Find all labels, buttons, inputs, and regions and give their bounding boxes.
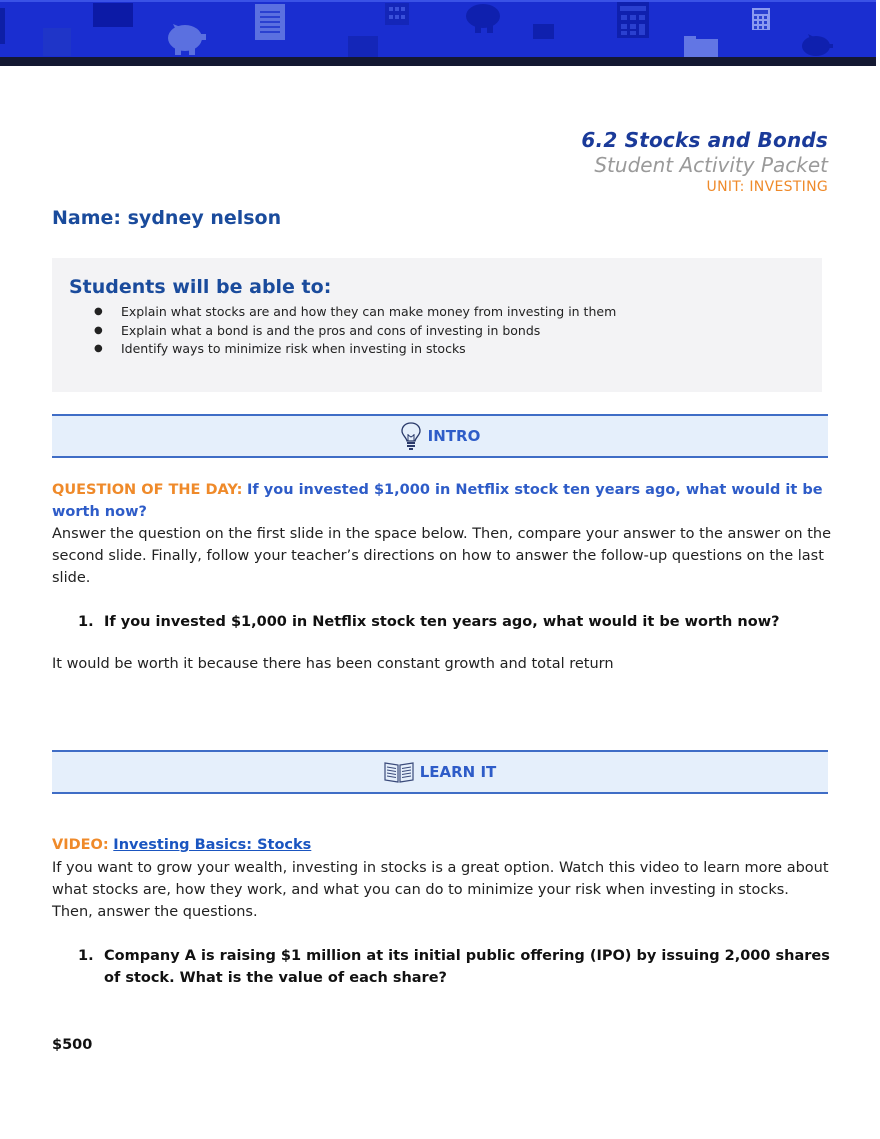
- video-line: [52, 834, 832, 856]
- intro-instructions: Answer the question on the first slide in the space below. Then, compare your answer to the answer on the second slide. Finally, follow your teacher’s directions on how to answer the follow-up questions on the last slide.: [52, 526, 832, 586]
- qotd-label: QUESTION OF THE DAY:: [52, 482, 243, 498]
- question-of-the-day: [52, 479, 832, 523]
- question-number: 1.: [78, 948, 94, 964]
- square-decoration: [0, 8, 5, 44]
- section-header-learn-it: [52, 750, 828, 794]
- intro-question-1: [78, 611, 838, 633]
- folder-icon: [348, 36, 378, 58]
- objective-item: ● Identify ways to minimize risk when investing in stocks: [94, 340, 616, 359]
- document-icon: [255, 4, 285, 40]
- packet-subtitle: Student Activity Packet: [594, 153, 828, 177]
- banner-bottom-strip: [0, 57, 876, 66]
- folder-icon: [684, 36, 718, 58]
- folder-icon: [533, 24, 554, 39]
- lesson-title: 6.2 Stocks and Bonds: [581, 128, 828, 152]
- question-text: If you invested $1,000 in Netflix stock ten years ago, what would it be worth now?: [104, 614, 780, 630]
- intro-answer-1[interactable]: It would be worth it because there has been constant growth and total return: [52, 656, 614, 672]
- qotd-question: If you invested $1,000 in Netflix stock ten years ago, what would it be worth now?: [52, 482, 823, 520]
- open-book-icon: [384, 761, 414, 783]
- header-banner: [0, 0, 876, 66]
- video-label: VIDEO:: [52, 837, 109, 853]
- lightbulb-icon: [400, 421, 422, 451]
- calculator-icon: [385, 3, 409, 25]
- banner-top-line: [0, 0, 876, 2]
- square-decoration: [93, 3, 133, 27]
- learn-it-instructions: If you want to grow your wealth, investing in stocks is a great option. Watch this video to learn more about what stocks are, how they work, and what you can do to minimize your risk when investing in stocks. Then, answer the questions.: [52, 860, 829, 920]
- section-header-intro: [52, 414, 828, 458]
- video-link[interactable]: Investing Basics: Stocks: [113, 837, 312, 853]
- learn-it-question-1: [78, 945, 838, 989]
- question-number: 1.: [78, 614, 94, 630]
- objectives-list: [94, 303, 616, 359]
- calculator-icon: [752, 8, 770, 30]
- section-label-learn-it: LEARN IT: [419, 763, 497, 781]
- section-label-intro: INTRO: [427, 427, 481, 445]
- piggy-bank-icon: [163, 16, 207, 56]
- learn-it-answer-1[interactable]: $500: [52, 1037, 93, 1053]
- objective-item: ● Explain what stocks are and how they can make money from investing in them: [94, 303, 616, 322]
- objectives-title: Students will be able to:: [69, 276, 332, 298]
- title-block: [581, 127, 828, 197]
- objectives-box: [52, 258, 822, 392]
- unit-label: UNIT: INVESTING: [706, 179, 828, 195]
- objective-item: ● Explain what a bond is and the pros and cons of investing in bonds: [94, 322, 616, 341]
- calculator-icon: [617, 2, 649, 38]
- document-icon: [43, 28, 71, 56]
- piggy-bank-icon: [800, 32, 834, 58]
- student-name: Name: sydney nelson: [52, 207, 282, 229]
- piggy-bank-icon: [463, 2, 503, 34]
- question-text: Company A is raising $1 million at its initial public offering (IPO) by issuing 2,000 shares of stock. What is the value of each share?: [104, 948, 830, 986]
